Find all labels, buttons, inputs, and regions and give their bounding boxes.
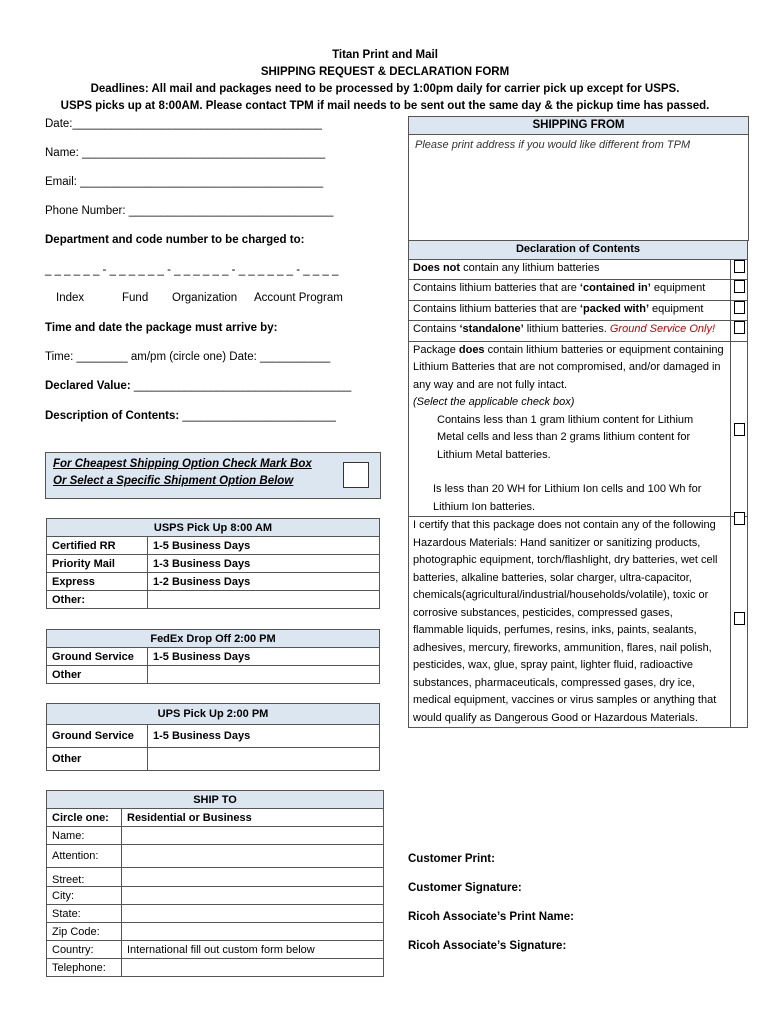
ship-to-telephone-label: Telephone: [47, 959, 122, 977]
form-org-title: Titan Print and Mail [332, 49, 438, 61]
ship-to-street-input[interactable] [122, 868, 384, 887]
declaration-text: Does not [413, 261, 461, 274]
usps-service: Priority Mail [47, 555, 148, 573]
checkbox-hazardous-certification[interactable] [734, 612, 745, 625]
shipping-from-title: SHIPPING FROM [409, 117, 748, 135]
code-account-program-label: Account Program [254, 292, 343, 304]
declaration-text: ‘contained in’ [579, 282, 651, 294]
declaration-option-no-lithium [409, 259, 731, 280]
ground-service-warning: Ground Service Only! [609, 323, 716, 335]
usps-row[interactable] [47, 591, 380, 609]
declaration-title: Declaration of Contents [409, 241, 748, 260]
circle-one-label: Circle one: [47, 809, 122, 827]
declaration-text: contain lithium batteries or equipment containing Lithium Batteries that are not compromised, and/or damaged in any way and are not fully intact. [413, 343, 724, 391]
declaration-text: does [458, 343, 485, 356]
deadline-line-2: USPS picks up at 8:00AM. Please contact TPM if mail needs to be sent out the same day & the pickup time has passed. [60, 100, 710, 112]
ups-table-title: UPS Pick Up 2:00 PM [47, 704, 380, 725]
fedex-service: Other [47, 666, 148, 684]
declaration-text: equipment [650, 282, 706, 294]
ship-to-attention-input[interactable] [122, 845, 384, 868]
lithium-ion-option: Is less than 20 WH for Lithium Ion cells and 100 Wh for Lithium Ion batteries. [433, 483, 702, 513]
cheapest-option-line-1: For Cheapest Shipping Option Check Mark Box [53, 458, 312, 470]
description-label: Description of Contents: [45, 410, 183, 422]
ship-to-zip-label: Zip Code: [47, 923, 122, 941]
ship-to-zip-input[interactable] [122, 923, 384, 941]
declaration-option-contained-in [409, 280, 731, 301]
checkbox-no-lithium[interactable] [734, 260, 745, 273]
ship-to-city-input[interactable] [122, 887, 384, 905]
checkbox-standalone[interactable] [734, 321, 745, 334]
ups-time: 1-5 Business Days [148, 725, 380, 748]
declaration-text: Contains [413, 323, 460, 335]
ricoh-signature-field[interactable]: Ricoh Associate’s Signature: [408, 940, 567, 952]
cheapest-option-checkbox[interactable] [343, 462, 369, 488]
ship-to-attention-label: Attention: [47, 845, 122, 868]
ship-to-title: SHIP TO [47, 791, 384, 809]
declaration-text: ‘standalone’ [459, 323, 524, 335]
date-field[interactable]: Date:_______________________________________ [45, 118, 322, 130]
checkbox-lithium-metal[interactable] [734, 423, 745, 436]
fedex-row[interactable] [47, 648, 380, 666]
residential-business-option[interactable]: Residential or Business [122, 809, 384, 827]
ship-to-name-label: Name: [47, 827, 122, 845]
ups-row[interactable] [47, 725, 380, 748]
declaration-text: ‘packed with’ [579, 302, 649, 315]
hazardous-materials-certification: I certify that this package does not contain any of the following Hazardous Materials: Hand sanitizer or sanitizing products, photographic equipment, torch/flashlight, dry batteries, wet cell batteries, alkaline batteries, solar charger, ultra-capacitor, chemicals(agricultural/industrial/households/volatile), toxic or corrosive substances, pesticides, compressed gases, flammable liquids, perfumes, resins, inks, paints, sealants, adhesives, mercury, fireworks, ammunition, flares, nail polish, pesticides, wax, glue, spray paint, lighter fluid, radioactive substances, pharmaceuticals, compressed gases, dry ice, medical equipment, vaccines or virus samples or anything that would qualify as Dangerous Good or Hazardous Materials. [409, 517, 731, 728]
ups-service: Ground Service [47, 725, 148, 748]
declared-value-line: __________________________________ [133, 380, 352, 392]
email-field[interactable]: Email: ______________________________________ [45, 176, 324, 188]
fedex-other-field[interactable] [148, 666, 380, 684]
ship-to-city-label: City: [47, 887, 122, 905]
form-title: SHIPPING REQUEST & DECLARATION FORM [260, 66, 510, 78]
deadline-line-1: Deadlines: All mail and packages need to be processed by 1:00pm daily for carrier pick up except for USPS. [90, 83, 680, 95]
shipping-from-box [408, 116, 749, 241]
account-code-field[interactable]: _ _ _ _ _ _ - _ _ _ _ _ _ - _ _ _ _ _ _ - _ _ _ _ _ _ - _ _ _ _ [45, 264, 339, 276]
description-field[interactable] [45, 410, 336, 422]
fedex-row[interactable] [47, 666, 380, 684]
checkbox-packed-with[interactable] [734, 301, 745, 314]
arrive-by-label: Time and date the package must arrive by: [45, 322, 278, 334]
cheapest-option-line-2: Or Select a Specific Shipment Option Below [53, 475, 294, 487]
fedex-time: 1-5 Business Days [148, 648, 380, 666]
customer-signature-field[interactable]: Customer Signature: [408, 882, 522, 894]
declaration-table [408, 240, 748, 728]
declaration-text: contain any lithium batteries [460, 261, 600, 274]
ship-to-table [46, 790, 384, 977]
usps-service: Express [47, 573, 148, 591]
ship-to-telephone-input[interactable] [122, 959, 384, 977]
name-field[interactable]: Name: ______________________________________ [45, 147, 326, 159]
usps-table [46, 518, 380, 609]
usps-row[interactable] [47, 537, 380, 555]
code-organization-label: Organization [172, 292, 238, 304]
ship-to-state-input[interactable] [122, 905, 384, 923]
usps-table-title: USPS Pick Up 8:00 AM [47, 519, 380, 537]
code-index-label: Index [56, 292, 85, 304]
usps-service: Other: [47, 591, 148, 609]
ups-table [46, 703, 380, 771]
declaration-text: lithium batteries. [523, 323, 610, 335]
select-checkbox-instruction: (Select the applicable check box) [413, 396, 575, 408]
usps-service: Certified RR [47, 537, 148, 555]
usps-time: 1-5 Business Days [148, 537, 380, 555]
phone-field[interactable]: Phone Number: ________________________________ [45, 205, 334, 217]
ups-service: Other [47, 748, 148, 771]
ups-other-field[interactable] [148, 748, 380, 771]
ship-to-country-input[interactable]: International fill out custom form below [122, 941, 384, 959]
arrival-time-date-field[interactable]: Time: ________ am/pm (circle one) Date: ___________ [45, 351, 331, 363]
ship-to-street-label: Street: [47, 868, 122, 887]
fedex-service: Ground Service [47, 648, 148, 666]
fedex-table [46, 629, 380, 684]
declaration-option-packed-with [409, 300, 731, 321]
usps-time: 1-2 Business Days [148, 573, 380, 591]
code-fund-label: Fund [122, 292, 149, 304]
declared-value-field[interactable] [45, 380, 351, 392]
usps-row[interactable] [47, 573, 380, 591]
declaration-option-standalone [409, 321, 731, 342]
cheapest-option-box [45, 452, 381, 499]
ups-row[interactable] [47, 748, 380, 771]
declaration-option-does-contain [409, 341, 731, 517]
ricoh-print-name-field[interactable]: Ricoh Associate’s Print Name: [408, 911, 574, 923]
declaration-text: Contains lithium batteries that are [413, 282, 580, 294]
department-label: Department and code number to be charged to: [45, 234, 305, 246]
declaration-text: Contains lithium batteries that are [413, 302, 580, 315]
shipping-from-note[interactable]: Please print address if you would like different from TPM [415, 139, 691, 151]
declaration-text: equipment [649, 302, 704, 315]
declared-value-label: Declared Value: [45, 380, 134, 392]
fedex-table-title: FedEx Drop Off 2:00 PM [47, 630, 380, 648]
usps-row[interactable] [47, 555, 380, 573]
ship-to-state-label: State: [47, 905, 122, 923]
usps-time: 1-3 Business Days [148, 555, 380, 573]
usps-other-field[interactable] [148, 591, 380, 609]
checkbox-lithium-ion[interactable] [734, 512, 745, 525]
description-line: ________________________ [182, 410, 336, 422]
ship-to-name-input[interactable] [122, 827, 384, 845]
declaration-text: Package [413, 343, 459, 356]
lithium-metal-option: Contains less than 1 gram lithium content for Lithium Metal cells and less than 2 grams lithium content for Lithium Metal batteries. [437, 413, 694, 461]
ship-to-country-label: Country: [47, 941, 122, 959]
customer-print-field[interactable]: Customer Print: [408, 853, 495, 865]
checkbox-contained-in[interactable] [734, 280, 745, 293]
